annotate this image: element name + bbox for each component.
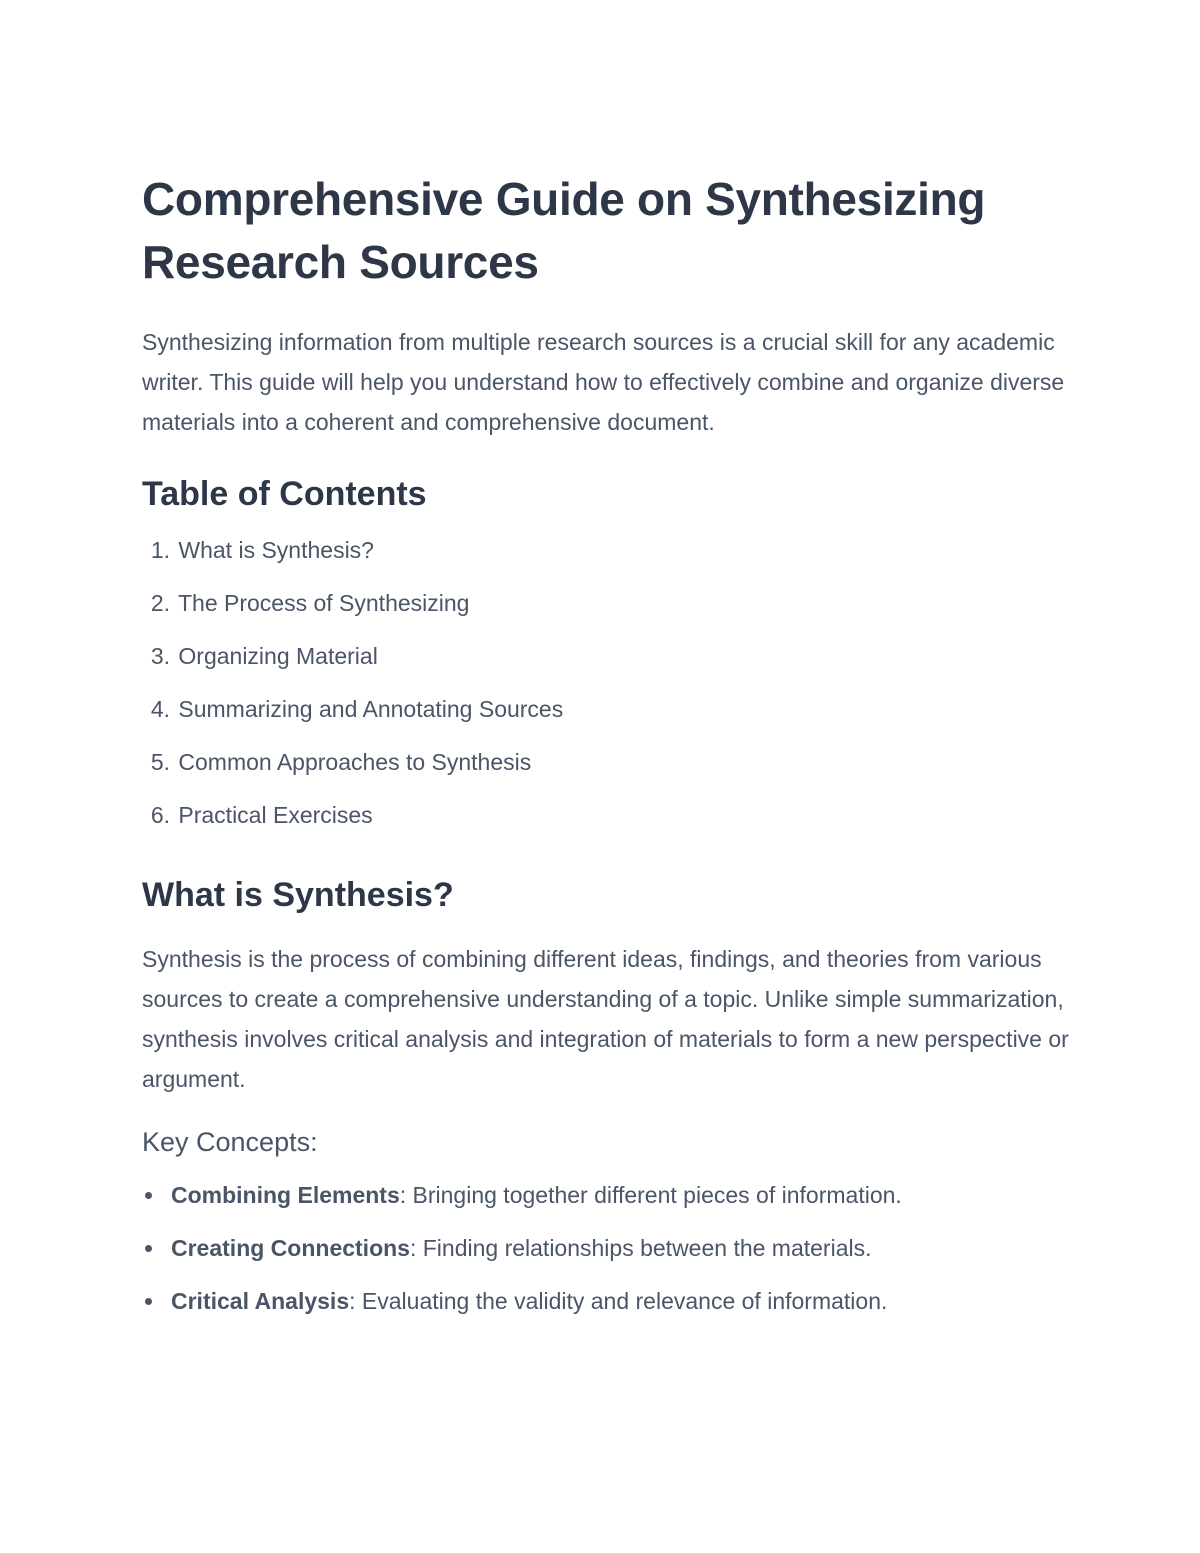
- document-page: [142, 168, 1072, 1340]
- toc-item-number: 1.: [150, 537, 170, 563]
- concept-description: : Finding relationships between the materials.: [409, 1235, 872, 1261]
- toc-item[interactable]: [142, 589, 1072, 617]
- toc-heading: Table of Contents: [142, 475, 427, 513]
- key-concepts-heading: Key Concepts:: [142, 1127, 318, 1157]
- toc-item[interactable]: [142, 536, 1072, 564]
- toc-item-number: 6.: [150, 802, 170, 828]
- toc-item-label: Practical Exercises: [178, 802, 373, 828]
- toc-item-number: 3.: [150, 643, 170, 669]
- key-concepts-list: [142, 1181, 1072, 1315]
- toc-item-label: What is Synthesis?: [178, 537, 374, 563]
- toc-item[interactable]: [142, 801, 1072, 829]
- list-item: [142, 1181, 1072, 1209]
- toc-item[interactable]: [142, 748, 1072, 776]
- toc-item-label: The Process of Synthesizing: [177, 590, 470, 616]
- intro-paragraph: Synthesizing information from multiple research sources is a crucial skill for any academic writer. This guide will help you understand how to effectively combine and organize diverse materials into a coherent and comprehensive document.: [142, 329, 1065, 435]
- list-item: [142, 1234, 1072, 1262]
- toc-item-number: 2.: [150, 590, 170, 616]
- concept-term: Critical Analysis: [171, 1288, 350, 1314]
- section-body-paragraph: Synthesis is the process of combining different ideas, findings, and theories from various sources to create a comprehensive understanding of a topic. Unlike simple summarization, synthesis involves critical analysis and integration of materials to form a new perspective or argument.: [142, 946, 1069, 1092]
- section-heading-what-is-synthesis: What is Synthesis?: [142, 876, 454, 914]
- toc-item[interactable]: [142, 642, 1072, 670]
- page-title: Comprehensive Guide on Synthesizing Research Sources: [142, 173, 986, 288]
- toc-item-number: 4.: [150, 696, 170, 722]
- list-item: [142, 1287, 1072, 1315]
- table-of-contents: [142, 536, 1072, 829]
- concept-description: : Bringing together different pieces of information.: [399, 1182, 902, 1208]
- concept-term: Combining Elements: [171, 1182, 400, 1208]
- concept-term: Creating Connections: [171, 1235, 410, 1261]
- toc-item-label: Organizing Material: [178, 643, 378, 669]
- concept-description: : Evaluating the validity and relevance of information.: [349, 1288, 888, 1314]
- toc-item-number: 5.: [150, 749, 170, 775]
- toc-item-label: Common Approaches to Synthesis: [178, 749, 532, 775]
- toc-item-label: Summarizing and Annotating Sources: [178, 696, 564, 722]
- toc-item[interactable]: [142, 695, 1072, 723]
